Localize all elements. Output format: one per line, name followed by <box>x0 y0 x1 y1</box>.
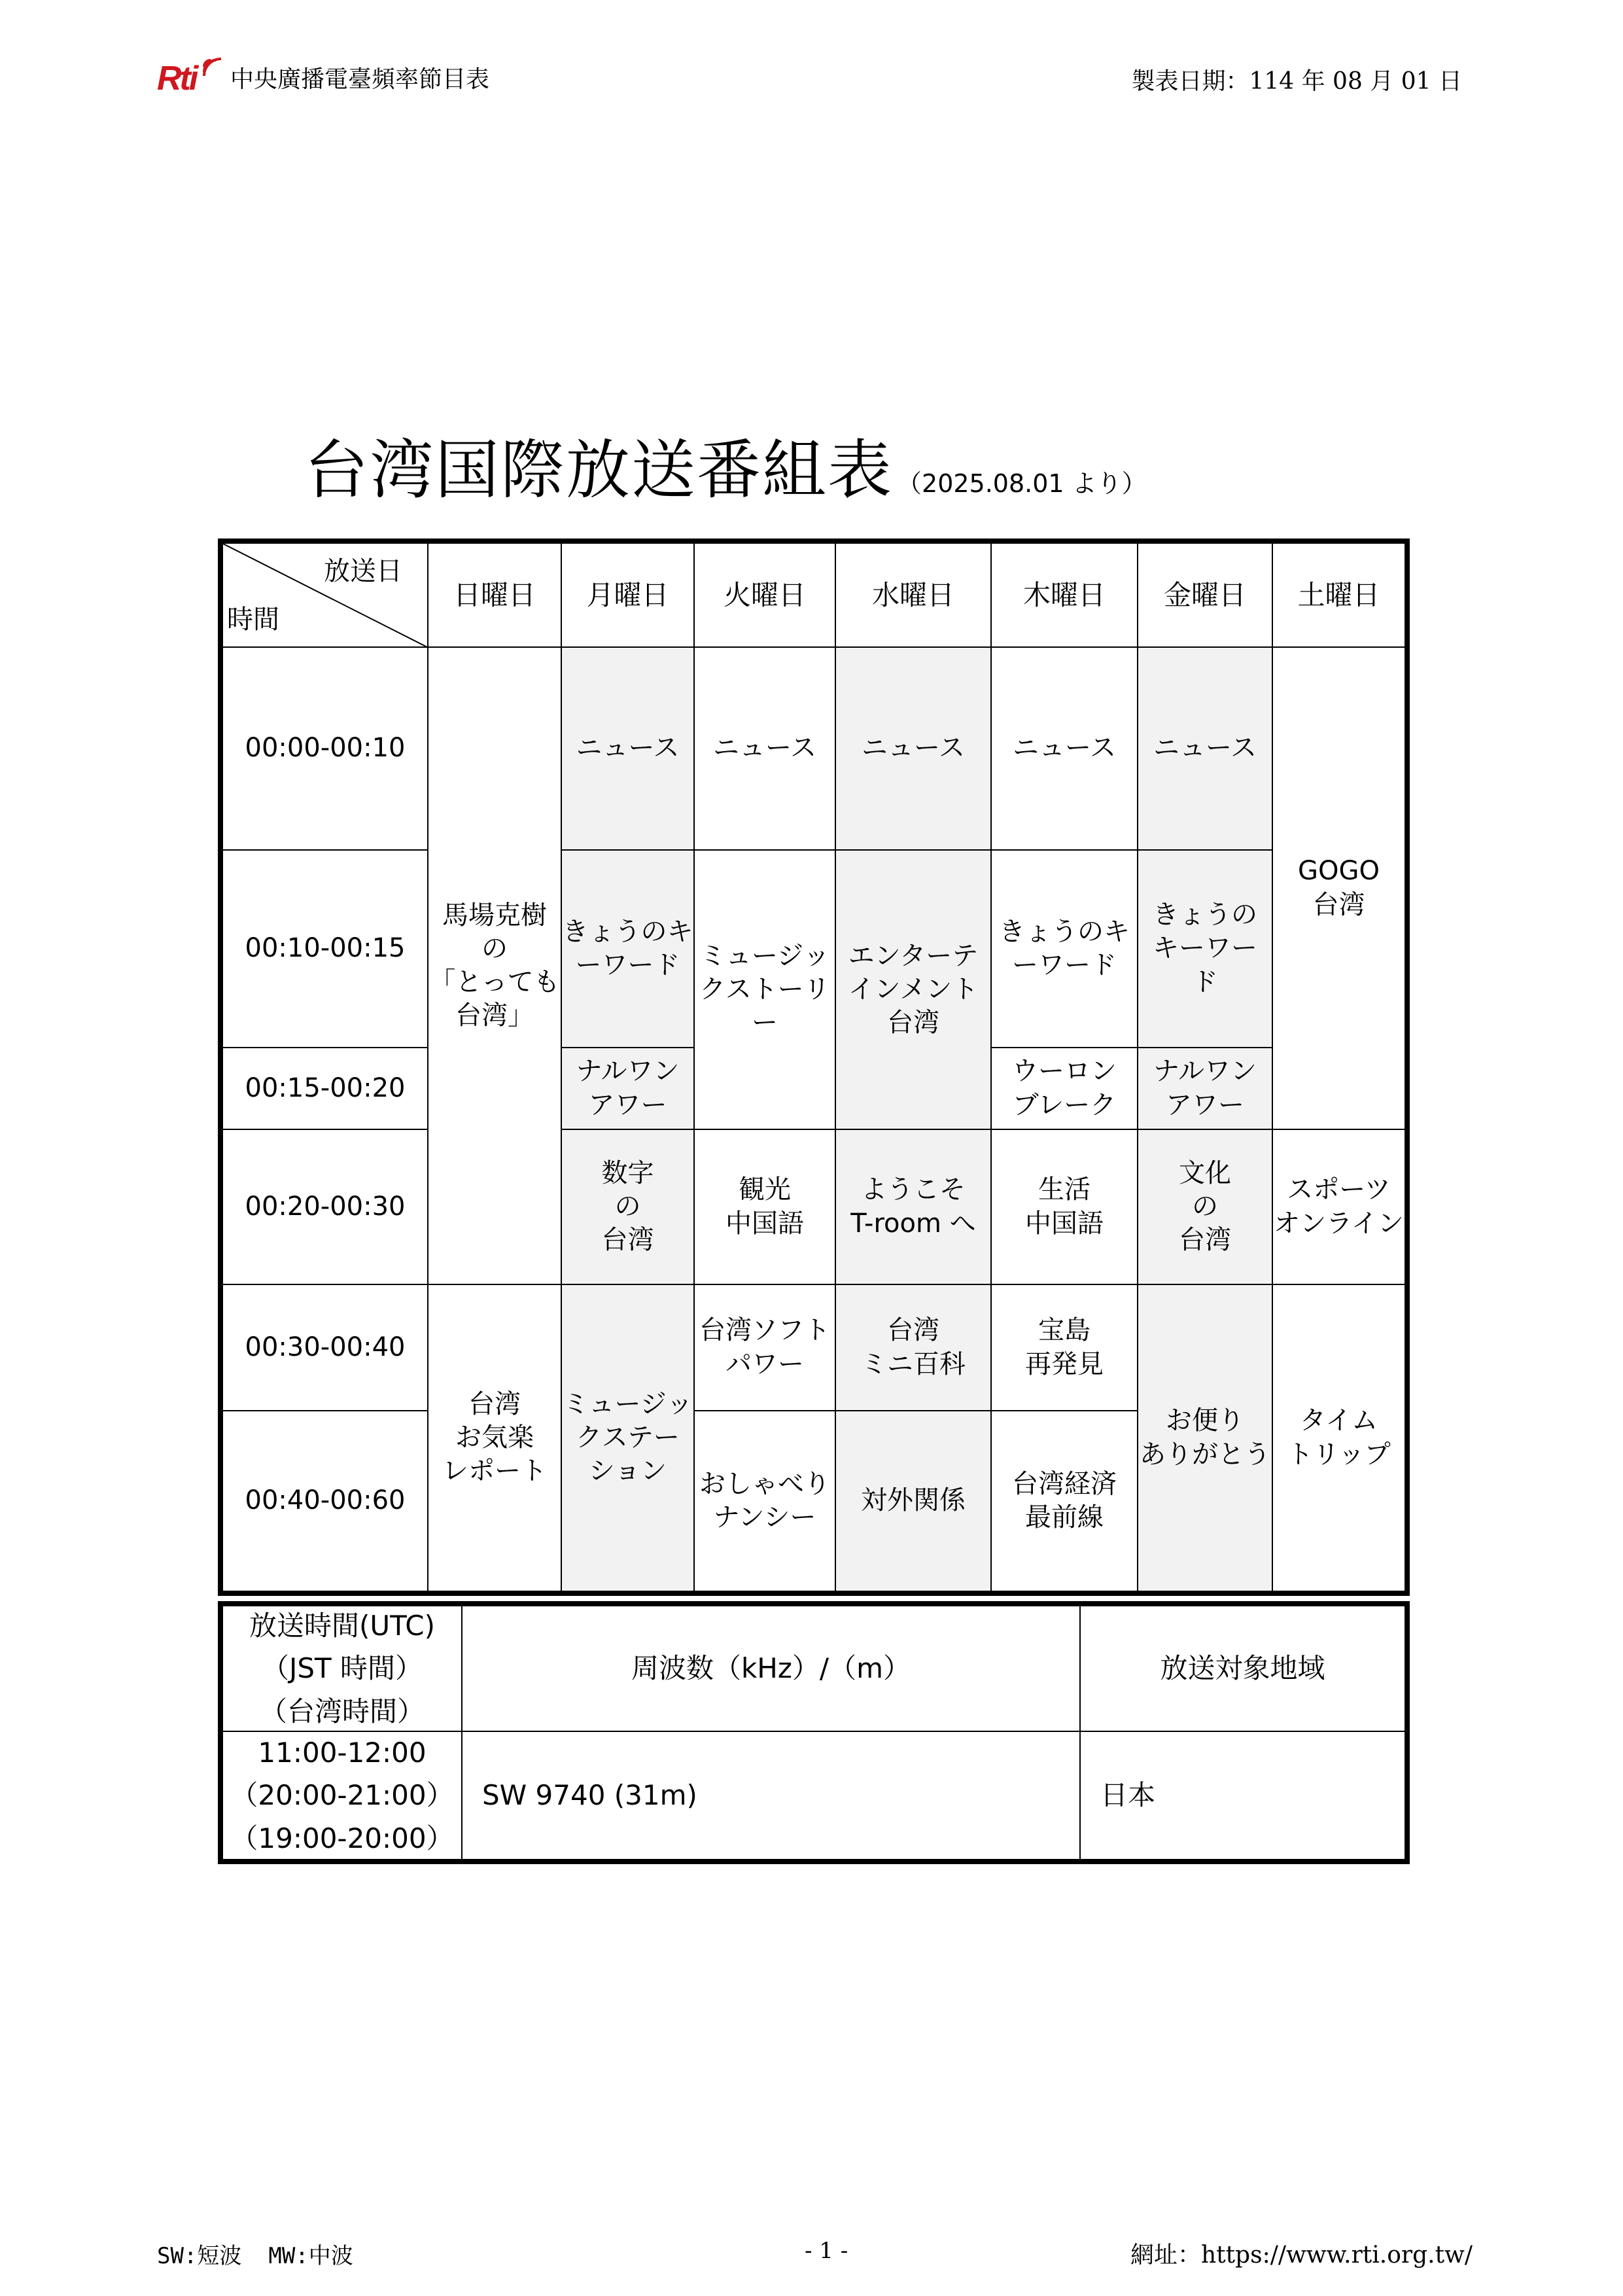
time-slot-1: 00:00-00:10 <box>223 648 428 851</box>
title-main: 台湾国際放送番組表 <box>304 433 894 508</box>
program-cell: 対外関係 <box>836 1411 992 1591</box>
program-cell: きょうのキ ーワード <box>562 851 695 1048</box>
freq-header-area: 放送対象地域 <box>1081 1606 1405 1732</box>
day-header-thu: 木曜日 <box>992 544 1138 648</box>
corner-label-day: 放送日 <box>324 556 402 586</box>
program-cell: 生活 中国語 <box>992 1130 1138 1285</box>
rti-logo <box>157 58 222 97</box>
freq-row-frequency: SW 9740 (31m) <box>462 1732 1081 1859</box>
frequency-table <box>218 1601 1410 1864</box>
program-cell: 台湾経済 最前線 <box>992 1411 1138 1591</box>
program-cell: ミュージッ クストーリ ー <box>695 851 836 1130</box>
program-cell: おしゃべり ナンシー <box>695 1411 836 1591</box>
freq-header-time: 放送時間(UTC) （JST 時間） （台湾時間） <box>223 1606 462 1732</box>
program-cell: 台湾ソフト パワー <box>695 1285 836 1411</box>
day-header-wed: 水曜日 <box>836 544 992 648</box>
program-cell: 観光 中国語 <box>695 1130 836 1285</box>
time-slot-3: 00:15-00:20 <box>223 1048 428 1130</box>
footer-url: 網址：https://www.rti.org.tw/ <box>1130 2242 1473 2269</box>
freq-row-area: 日本 <box>1100 1779 1156 1812</box>
program-cell: ナルワン アワー <box>1138 1048 1273 1130</box>
time-slot-4: 00:20-00:30 <box>223 1130 428 1285</box>
program-cell: きょうのキ ーワード <box>992 851 1138 1048</box>
logo-text: Rti <box>157 60 197 97</box>
program-cell: タイム トリップ <box>1287 1405 1391 1470</box>
program-cell: お便り ありがとう <box>1138 1285 1273 1591</box>
page-header-left <box>157 58 489 97</box>
schedule-table <box>218 539 1410 1596</box>
day-header-mon: 月曜日 <box>562 544 695 648</box>
program-cell: 文化 の 台湾 <box>1138 1130 1273 1285</box>
day-header-sun: 日曜日 <box>428 544 562 648</box>
program-cell: ナルワン アワー <box>562 1048 695 1130</box>
program-cell: 台湾 ミニ百科 <box>836 1285 992 1411</box>
program-cell: ウーロン ブレーク <box>992 1048 1138 1130</box>
day-header-fri: 金曜日 <box>1138 544 1273 648</box>
footer-legend: SW:短波 MW:中波 <box>157 2243 353 2269</box>
freq-header-frequency: 周波数（kHz）/（m） <box>462 1606 1081 1732</box>
creation-date: 製表日期：114 年 08 月 01 日 <box>1131 68 1462 95</box>
program-cell: GOGO 台湾 <box>1273 648 1405 1130</box>
program-cell: スポーツ オンライン <box>1273 1130 1405 1285</box>
program-cell: ニュース <box>836 648 992 851</box>
program-cell: ニュース <box>695 648 836 851</box>
time-slot-2: 00:10-00:15 <box>223 851 428 1048</box>
program-cell: ニュース <box>992 648 1138 851</box>
program-cell: きょうの キーワー ド <box>1138 851 1273 1048</box>
time-slot-5: 00:30-00:40 <box>223 1285 428 1411</box>
signal-waves-icon <box>200 52 226 79</box>
program-cell: ニュース <box>1138 648 1273 851</box>
corner-cell <box>223 544 428 648</box>
program-cell: 数字 の 台湾 <box>562 1130 695 1285</box>
corner-label-time: 時間 <box>227 605 279 635</box>
program-cell: ニュース <box>562 648 695 851</box>
program-cell: ようこそ T-room へ <box>836 1130 992 1285</box>
program-cell: エンターテ インメント 台湾 <box>836 851 992 1130</box>
org-title: 中央廣播電臺頻率節目表 <box>230 65 490 93</box>
page-title <box>304 419 1147 511</box>
title-subtitle: （2025.08.01 より） <box>897 469 1147 498</box>
day-header-sat: 土曜日 <box>1273 544 1405 648</box>
page-number: - 1 - <box>805 2238 848 2264</box>
program-cell: 宝島 再発見 <box>992 1285 1138 1411</box>
program-cell: ミュージッ クステー ション <box>562 1285 695 1591</box>
program-cell: 台湾 お気楽 レポート <box>428 1285 562 1591</box>
freq-row-time: 11:00-12:00 （20:00-21:00） （19:00-20:00） <box>223 1732 462 1859</box>
time-slot-6: 00:40-00:60 <box>223 1411 428 1591</box>
program-cell: 馬場克樹 の 「とっても 台湾」 <box>428 648 562 1285</box>
day-header-tue: 火曜日 <box>695 544 836 648</box>
